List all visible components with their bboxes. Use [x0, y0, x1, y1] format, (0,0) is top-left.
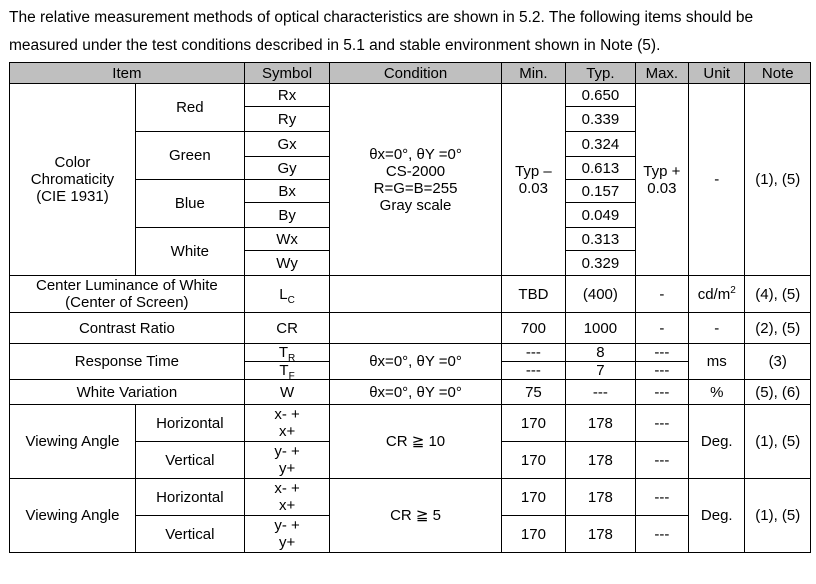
header-typ: Typ.: [566, 63, 636, 84]
viewing-vertical-max: ---: [635, 442, 688, 479]
chromaticity-min: Typ – 0.03: [501, 84, 565, 276]
response-label: Response Time: [10, 344, 245, 380]
table-row: [10, 344, 811, 362]
header-item: Item: [10, 63, 245, 84]
viewing-horizontal-min: 170: [501, 405, 565, 442]
header-row: [10, 63, 811, 84]
viewing-vertical-max: ---: [635, 516, 688, 553]
white-variation-symbol: W: [244, 380, 330, 405]
contrast-condition: [330, 313, 501, 344]
response-condition: θx=0°, θY =0°: [330, 344, 501, 380]
intro-line-1: The relative measurement methods of optical characteristics are shown in 5.2. The following items should be: [9, 9, 754, 26]
luminance-typ: (400): [566, 276, 636, 313]
viewing-horizontal-max: ---: [635, 479, 688, 516]
white-variation-min: 75: [501, 380, 565, 405]
white-variation-unit: %: [689, 380, 745, 405]
viewing-vertical-label: Vertical: [135, 516, 244, 553]
response-min-f: ---: [501, 362, 565, 380]
luminance-note: (4), (5): [745, 276, 811, 313]
contrast-symbol: CR: [244, 313, 330, 344]
contrast-min: 700: [501, 313, 565, 344]
luminance-symbol: $L_C$: [244, 276, 330, 313]
viewing-unit: Deg.: [689, 479, 745, 553]
viewing-horizontal-max: ---: [635, 405, 688, 442]
optical-characteristics-table: [9, 62, 811, 553]
symbol-wy: Wy: [244, 251, 330, 276]
response-typ-f: 7: [566, 362, 636, 380]
symbol-by: By: [244, 203, 330, 228]
typ-gy: 0.613: [566, 157, 636, 180]
viewing-vertical-min: 170: [501, 442, 565, 479]
response-min-r: ---: [501, 344, 565, 362]
viewing-vertical-typ: 178: [566, 516, 636, 553]
contrast-max: -: [635, 313, 688, 344]
table-row: [10, 276, 811, 313]
symbol-bx: Bx: [244, 180, 330, 203]
white-variation-max: ---: [635, 380, 688, 405]
symbol-gx: Gx: [244, 132, 330, 157]
viewing-horizontal-symbol: x- + x+: [244, 479, 330, 516]
viewing-horizontal-symbol: x- + x+: [244, 405, 330, 442]
chromaticity-label: Color Chromaticity (CIE 1931): [10, 84, 136, 276]
white-variation-note: (5), (6): [745, 380, 811, 405]
viewing-note: (1), (5): [745, 479, 811, 553]
header-unit: Unit: [689, 63, 745, 84]
viewing-horizontal-min: 170: [501, 479, 565, 516]
chromaticity-condition: θx=0°, θY =0° CS-2000 R=G=B=255 Gray scale: [330, 84, 501, 276]
color-blue: Blue: [135, 180, 244, 228]
viewing-note: (1), (5): [745, 405, 811, 479]
table-row: [10, 405, 811, 442]
intro-line-2: measured under the test conditions described in 5.1 and stable environment shown in Note (5).: [9, 37, 661, 54]
chromaticity-unit: -: [689, 84, 745, 276]
header-symbol: Symbol: [244, 63, 330, 84]
response-symbol-tf: $T_F$: [244, 362, 330, 380]
white-variation-condition: θx=0°, θY =0°: [330, 380, 501, 405]
viewing-horizontal-typ: 178: [566, 405, 636, 442]
contrast-label: Contrast Ratio: [10, 313, 245, 344]
viewing-vertical-label: Vertical: [135, 442, 244, 479]
header-min: Min.: [501, 63, 565, 84]
viewing-condition: CR ≧ 5: [330, 479, 501, 553]
viewing-vertical-symbol: y- + y+: [244, 516, 330, 553]
typ-gx: 0.324: [566, 132, 636, 157]
color-white: White: [135, 228, 244, 276]
response-max-r: ---: [635, 344, 688, 362]
viewing-horizontal-label: Horizontal: [135, 405, 244, 442]
table-row: [10, 380, 811, 405]
typ-bx: 0.157: [566, 180, 636, 203]
white-variation-typ: ---: [566, 380, 636, 405]
table-row: [10, 84, 811, 107]
typ-wx: 0.313: [566, 228, 636, 251]
viewing-vertical-typ: 178: [566, 442, 636, 479]
symbol-wx: Wx: [244, 228, 330, 251]
luminance-max: -: [635, 276, 688, 313]
table-row: [10, 479, 811, 516]
color-green: Green: [135, 132, 244, 180]
contrast-unit: -: [689, 313, 745, 344]
viewing-angle-label: Viewing Angle: [10, 479, 136, 553]
viewing-angle-label: Viewing Angle: [10, 405, 136, 479]
viewing-vertical-symbol: y- + y+: [244, 442, 330, 479]
luminance-min: TBD: [501, 276, 565, 313]
white-variation-label: White Variation: [10, 380, 245, 405]
response-typ-r: 8: [566, 344, 636, 362]
viewing-vertical-min: 170: [501, 516, 565, 553]
table-row: [10, 313, 811, 344]
typ-ry: 0.339: [566, 107, 636, 132]
typ-by: 0.049: [566, 203, 636, 228]
viewing-unit: Deg.: [689, 405, 745, 479]
symbol-ry: Ry: [244, 107, 330, 132]
header-condition: Condition: [330, 63, 501, 84]
typ-wy: 0.329: [566, 251, 636, 276]
symbol-gy: Gy: [244, 157, 330, 180]
typ-rx: 0.650: [566, 84, 636, 107]
color-red: Red: [135, 84, 244, 132]
viewing-horizontal-label: Horizontal: [135, 479, 244, 516]
response-unit: ms: [689, 344, 745, 380]
response-max-f: ---: [635, 362, 688, 380]
header-note: Note: [745, 63, 811, 84]
luminance-unit: $cd/m^2$: [689, 276, 745, 313]
viewing-condition: CR ≧ 10: [330, 405, 501, 479]
contrast-note: (2), (5): [745, 313, 811, 344]
response-symbol-tr: $T_R$: [244, 344, 330, 362]
viewing-horizontal-typ: 178: [566, 479, 636, 516]
response-note: (3): [745, 344, 811, 380]
luminance-condition: [330, 276, 501, 313]
luminance-label: Center Luminance of White (Center of Screen): [10, 276, 245, 313]
chromaticity-note: (1), (5): [745, 84, 811, 276]
symbol-rx: Rx: [244, 84, 330, 107]
header-max: Max.: [635, 63, 688, 84]
intro-paragraph: [9, 4, 814, 60]
chromaticity-max: Typ + 0.03: [635, 84, 688, 276]
contrast-typ: 1000: [566, 313, 636, 344]
